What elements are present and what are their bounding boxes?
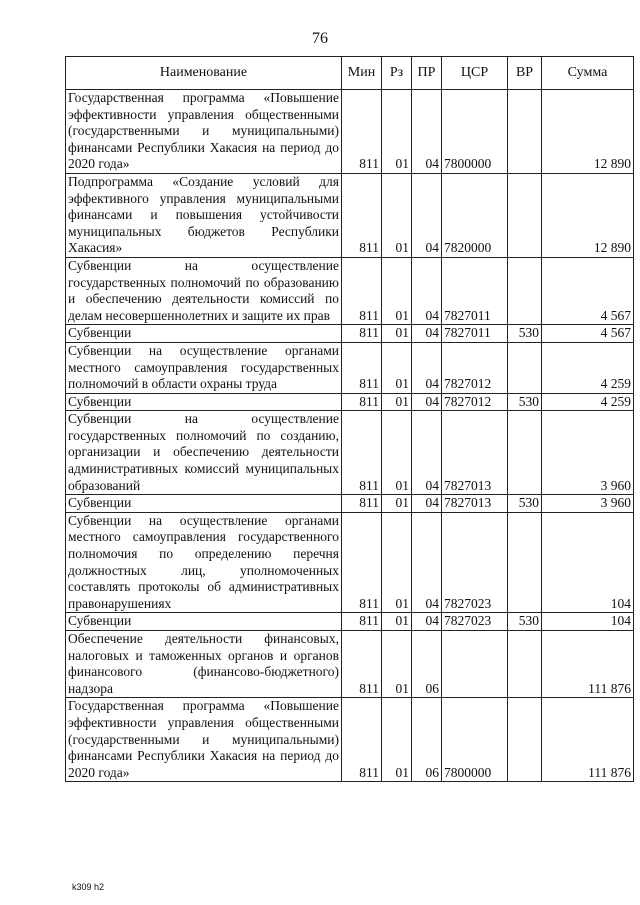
row-rz: 01 [382,342,412,393]
row-pr: 04 [412,512,442,613]
row-rz: 01 [382,173,412,257]
row-vr: 530 [508,325,542,343]
row-vr [508,257,542,324]
row-sum: 4 259 [542,342,634,393]
table-row [66,512,634,613]
row-min: 811 [342,342,382,393]
table-row [66,698,634,782]
table-row [66,90,634,174]
table-row [66,631,634,698]
row-min: 811 [342,257,382,324]
header-name: Наименование [66,57,342,90]
row-min: 811 [342,613,382,631]
row-pr: 04 [412,495,442,513]
row-pr: 06 [412,631,442,698]
row-min: 811 [342,495,382,513]
row-csr: 7800000 [442,698,508,782]
row-vr: 530 [508,495,542,513]
row-csr: 7827023 [442,512,508,613]
row-vr [508,411,542,495]
table-row [66,325,634,343]
row-min: 811 [342,325,382,343]
row-min: 811 [342,631,382,698]
row-sum: 104 [542,613,634,631]
row-name: Субвенции [66,613,342,631]
table-row [66,342,634,393]
row-rz: 01 [382,495,412,513]
header-sum: Сумма [542,57,634,90]
row-min: 811 [342,698,382,782]
row-sum: 104 [542,512,634,613]
row-name: Субвенции [66,325,342,343]
row-csr: 7827012 [442,342,508,393]
header-min: Мин [342,57,382,90]
row-sum: 3 960 [542,495,634,513]
row-min: 811 [342,173,382,257]
row-sum: 111 876 [542,698,634,782]
row-csr: 7800000 [442,90,508,174]
row-rz: 01 [382,613,412,631]
row-pr: 04 [412,342,442,393]
row-vr: 530 [508,393,542,411]
row-sum: 12 890 [542,173,634,257]
row-rz: 01 [382,411,412,495]
header-rz: Рз [382,57,412,90]
row-csr: 7820000 [442,173,508,257]
row-csr: 7827011 [442,325,508,343]
row-vr: 530 [508,613,542,631]
page-number: 76 [312,30,328,47]
row-sum: 4 567 [542,325,634,343]
row-name: Субвенции на осуществление государственных полномочий по созданию, организации и обеспечению деятельности административных комиссий муниципальных образований [66,411,342,495]
row-vr [508,342,542,393]
row-name: Государственная программа «Повышение эффективности управления общественными (государственными и муниципальными) финансами Республики Хакасия на период до 2020 года» [66,90,342,174]
header-csr: ЦСР [442,57,508,90]
row-name: Субвенции [66,495,342,513]
row-vr [508,173,542,257]
table-row [66,495,634,513]
row-pr: 04 [412,173,442,257]
row-rz: 01 [382,393,412,411]
row-rz: 01 [382,90,412,174]
row-vr [508,698,542,782]
row-sum: 4 259 [542,393,634,411]
row-csr: 7827013 [442,495,508,513]
row-min: 811 [342,393,382,411]
row-rz: 01 [382,631,412,698]
row-pr: 04 [412,90,442,174]
row-min: 811 [342,512,382,613]
row-pr: 04 [412,393,442,411]
row-name: Государственная программа «Повышение эффективности управления общественными (государственными и муниципальными) финансами Республики Хакасия на период до 2020 года» [66,698,342,782]
table-row [66,393,634,411]
row-vr [508,631,542,698]
row-pr: 04 [412,411,442,495]
row-rz: 01 [382,325,412,343]
row-sum: 111 876 [542,631,634,698]
table-header-row [66,57,634,90]
table-row [66,411,634,495]
footer-code: k309 h2 [72,882,105,892]
table-row [66,173,634,257]
row-pr: 04 [412,613,442,631]
row-csr: 7827011 [442,257,508,324]
row-vr [508,90,542,174]
table-row [66,613,634,631]
row-name: Субвенции на осуществление органами местного самоуправления государственного полномочия по определению перечня должностных лиц, уполномоченных составлять протоколы об административных правонарушениях [66,512,342,613]
table-row [66,257,634,324]
row-pr: 06 [412,698,442,782]
row-pr: 04 [412,257,442,324]
header-vr: ВР [508,57,542,90]
row-rz: 01 [382,698,412,782]
row-sum: 3 960 [542,411,634,495]
row-csr [442,631,508,698]
row-pr: 04 [412,325,442,343]
header-pr: ПР [412,57,442,90]
row-sum: 12 890 [542,90,634,174]
row-name: Субвенции [66,393,342,411]
row-name: Подпрограмма «Создание условий для эффективного управления муниципальными финансами и повышения устойчивости муниципальных бюджетов Республики Хакасия» [66,173,342,257]
row-csr: 7827013 [442,411,508,495]
row-name: Субвенции на осуществление органами местного самоуправления государственных полномочий в области охраны труда [66,342,342,393]
budget-table [65,56,634,782]
row-min: 811 [342,411,382,495]
row-csr: 7827023 [442,613,508,631]
row-vr [508,512,542,613]
row-rz: 01 [382,257,412,324]
row-name: Обеспечение деятельности финансовых, налоговых и таможенных органов и органов финансового (финансово-бюджетного) надзора [66,631,342,698]
row-name: Субвенции на осуществление государственных полномочий по образованию и обеспечению деятельности комиссий по делам несовершеннолетних и защите их прав [66,257,342,324]
row-csr: 7827012 [442,393,508,411]
row-min: 811 [342,90,382,174]
row-sum: 4 567 [542,257,634,324]
row-rz: 01 [382,512,412,613]
